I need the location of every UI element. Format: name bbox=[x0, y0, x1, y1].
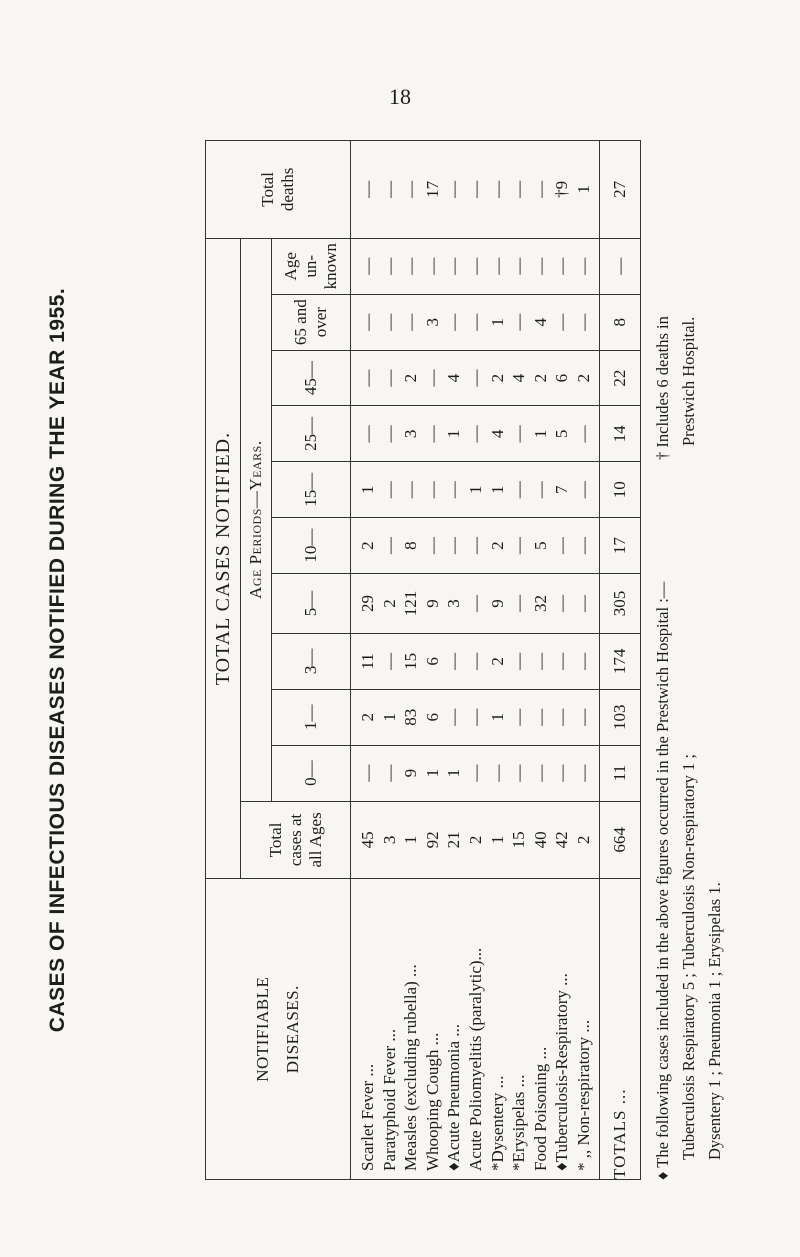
table-cell: 1 bbox=[487, 485, 507, 495]
footnotes bbox=[650, 140, 728, 1180]
table-cell: 2 bbox=[465, 835, 485, 845]
table-cell: 6 bbox=[422, 657, 442, 666]
header-age-10: 10— bbox=[272, 518, 351, 574]
table-cell: — bbox=[465, 257, 485, 275]
table-cell: — bbox=[509, 595, 529, 612]
table-cell: — bbox=[401, 180, 421, 198]
table-cell: 17 bbox=[422, 180, 442, 198]
table-cell: — bbox=[509, 257, 529, 275]
table-cell: — bbox=[552, 537, 572, 555]
age-1-values bbox=[351, 690, 599, 745]
table-cell: 15 bbox=[509, 831, 529, 849]
table-cell: — bbox=[465, 652, 485, 670]
footnote-deaths bbox=[650, 140, 702, 460]
table-cell: — bbox=[509, 764, 529, 782]
header-age-45: 45— bbox=[272, 350, 351, 406]
table-cell: — bbox=[573, 313, 593, 331]
table-cell: 121 bbox=[401, 590, 421, 617]
table-body-row bbox=[351, 141, 600, 1180]
table-cell: — bbox=[573, 708, 593, 726]
table-cell: — bbox=[487, 257, 507, 275]
table-cell: Scarlet Fever ... bbox=[358, 1063, 377, 1171]
totals-age-65: 8 bbox=[599, 294, 640, 350]
table-cell: — bbox=[509, 652, 529, 670]
table-cell: 1 bbox=[358, 485, 377, 495]
age-25-column bbox=[351, 406, 600, 462]
table-cell: — bbox=[573, 652, 593, 670]
table-cell: — bbox=[530, 257, 550, 275]
age-0-values bbox=[351, 746, 599, 801]
table-cell: 1 bbox=[401, 835, 421, 845]
table-cell: — bbox=[379, 537, 399, 555]
header-age-25: 25— bbox=[272, 406, 351, 462]
table-cell: — bbox=[573, 764, 593, 782]
age-3-values bbox=[351, 634, 599, 689]
table-cell: 3 bbox=[379, 835, 399, 845]
table-cell: — bbox=[358, 313, 377, 331]
table-cell: 40 bbox=[530, 831, 550, 849]
header-notifiable-diseases bbox=[206, 879, 351, 1180]
table-cell: — bbox=[552, 313, 572, 331]
table-cell: — bbox=[509, 425, 529, 443]
footnote-deaths-line1: † Includes 6 deaths in bbox=[653, 316, 672, 460]
table-cell: — bbox=[444, 481, 464, 499]
table-cell: 2 bbox=[573, 835, 593, 845]
age-unknown-column bbox=[351, 238, 600, 294]
table-cell: 4 bbox=[444, 373, 464, 383]
table-cell: — bbox=[552, 595, 572, 612]
table-cell: — bbox=[465, 313, 485, 331]
table-cell: — bbox=[530, 708, 550, 726]
table-cell: 83 bbox=[401, 708, 421, 726]
table-cell: — bbox=[444, 257, 464, 275]
table-cell: — bbox=[379, 180, 399, 198]
table-cell: 5 bbox=[530, 541, 550, 550]
table-cell: 1 bbox=[444, 429, 464, 439]
header-total-cases-all-ages bbox=[241, 801, 351, 879]
table-cell: — bbox=[509, 708, 529, 726]
disease-list bbox=[351, 879, 599, 1179]
table-cell: 2 bbox=[358, 541, 377, 550]
table-cell: — bbox=[465, 180, 485, 198]
header-notifiable-line2: DISEASES. bbox=[283, 985, 302, 1074]
table-cell: 2 bbox=[487, 541, 507, 550]
age-1-column bbox=[351, 689, 600, 745]
totals-age-15: 10 bbox=[599, 462, 640, 518]
table-cell: 6 bbox=[422, 712, 442, 722]
totals-age-0: 11 bbox=[599, 745, 640, 801]
table-cell: 21 bbox=[444, 831, 464, 849]
age-45-column bbox=[351, 350, 600, 406]
table-cell: 29 bbox=[358, 595, 377, 612]
table-cell: — bbox=[379, 652, 399, 670]
table-cell: 3 bbox=[444, 599, 464, 608]
table-cell: — bbox=[573, 537, 593, 555]
table-cell: 7 bbox=[552, 485, 572, 495]
rotated-table-sheet bbox=[40, 140, 730, 1180]
table-cell: — bbox=[509, 313, 529, 331]
table-cell: 1 bbox=[379, 712, 399, 722]
table-cell: 3 bbox=[422, 317, 442, 327]
table-cell: 2 bbox=[487, 657, 507, 666]
table-cell: 2 bbox=[530, 373, 550, 383]
table-cell: — bbox=[530, 180, 550, 198]
table-cell: 2 bbox=[358, 712, 377, 722]
table-cell: 1 bbox=[444, 768, 464, 778]
table-cell: — bbox=[358, 425, 377, 443]
table-cell: — bbox=[552, 708, 572, 726]
header-total-cases-notified: TOTAL CASES NOTIFIED. bbox=[206, 238, 241, 879]
table-cell: — bbox=[444, 537, 464, 555]
table-cell: Measles (excluding rubella) ... bbox=[401, 964, 421, 1171]
age-45-values bbox=[351, 351, 599, 406]
table-cell: 2 bbox=[573, 373, 593, 383]
disease-names-cell bbox=[351, 879, 600, 1180]
table-cell: 32 bbox=[530, 595, 550, 612]
table-cell: — bbox=[444, 652, 464, 670]
table-cell: 1 bbox=[487, 712, 507, 722]
table-cell: — bbox=[444, 180, 464, 198]
age-25-values bbox=[351, 406, 599, 461]
table-cell: — bbox=[444, 313, 464, 331]
age-65-column bbox=[351, 294, 600, 350]
table-cell: — bbox=[552, 652, 572, 670]
header-age-1: 1— bbox=[272, 689, 351, 745]
table-cell: 9 bbox=[422, 599, 442, 608]
table-cell: — bbox=[552, 257, 572, 275]
table-cell: — bbox=[379, 257, 399, 275]
table-cell: 1 bbox=[487, 317, 507, 327]
table-cell: 2 bbox=[401, 373, 421, 383]
table-cell: — bbox=[358, 257, 377, 275]
header-age-15: 15— bbox=[272, 462, 351, 518]
table-title: CASES OF INFECTIOUS DISEASES NOTIFIED DURING THE YEAR 1955. bbox=[46, 287, 69, 1033]
totals-age-45: 22 bbox=[599, 350, 640, 406]
age-0-column bbox=[351, 745, 600, 801]
totals-age-25: 14 bbox=[599, 406, 640, 462]
table-cell: 2 bbox=[487, 373, 507, 383]
age-5-values bbox=[351, 574, 599, 633]
table-cell: 2 bbox=[379, 599, 399, 608]
totals-age-1: 103 bbox=[599, 689, 640, 745]
table-cell: — bbox=[573, 481, 593, 499]
page-number: 18 bbox=[389, 84, 411, 109]
total-cases-column bbox=[351, 801, 600, 879]
table-cell: — bbox=[379, 313, 399, 331]
table-cell: — bbox=[401, 257, 421, 275]
header-total-cases-line2: cases at bbox=[285, 813, 305, 867]
age-5-column bbox=[351, 574, 600, 634]
table-cell: — bbox=[422, 481, 442, 499]
table-cell: Food Poisoning ... bbox=[530, 1046, 550, 1171]
totals-row bbox=[599, 141, 640, 1180]
total-cases-values bbox=[351, 802, 599, 879]
table-cell: — bbox=[465, 764, 485, 782]
age-15-column bbox=[351, 462, 600, 518]
table-cell: — bbox=[573, 595, 593, 612]
table-cell: — bbox=[530, 481, 550, 499]
table-cell: — bbox=[465, 595, 485, 612]
table-cell: — bbox=[552, 764, 572, 782]
table-cell: ♦Acute Pneumonia ... bbox=[444, 1023, 464, 1171]
age-3-column bbox=[351, 633, 600, 689]
table-cell: — bbox=[379, 369, 399, 387]
table-cell: — bbox=[465, 708, 485, 726]
table-cell: — bbox=[530, 652, 550, 670]
header-age-unknown: Age un-known bbox=[272, 238, 351, 294]
header-age-65-and-over: 65 and over bbox=[272, 294, 351, 350]
table-cell: 92 bbox=[422, 831, 442, 849]
totals-label: TOTALS ... bbox=[599, 879, 640, 1180]
totals-age-3: 174 bbox=[599, 633, 640, 689]
age-unknown-values bbox=[351, 239, 599, 294]
table-cell: — bbox=[358, 369, 377, 387]
table-cell: — bbox=[465, 425, 485, 443]
table-cell: — bbox=[379, 481, 399, 499]
table-cell: 5 bbox=[552, 429, 572, 439]
totals-total-cases: 664 bbox=[599, 801, 640, 879]
table-cell: 45 bbox=[358, 831, 377, 849]
table-cell: — bbox=[509, 537, 529, 555]
table-cell: — bbox=[530, 764, 550, 782]
table-cell: 1 bbox=[422, 768, 442, 778]
table-cell: Acute Poliomyelitis (paralytic)... bbox=[465, 947, 485, 1171]
table-cell: — bbox=[401, 313, 421, 331]
table-cell: Paratyphoid Fever ... bbox=[379, 1028, 399, 1171]
footnote-deaths-line2: Prestwich Hospital. bbox=[679, 316, 698, 446]
table-cell: 11 bbox=[358, 653, 377, 670]
table-cell: 1 bbox=[487, 835, 507, 845]
table-cell: — bbox=[422, 425, 442, 443]
header-age-5: 5— bbox=[272, 574, 351, 634]
table-cell: 3 bbox=[401, 429, 421, 439]
header-total-deaths-line2: deaths bbox=[278, 167, 297, 212]
header-total-cases-line3: all Ages bbox=[305, 812, 325, 868]
table-cell: 1 bbox=[465, 485, 485, 495]
table-cell: 8 bbox=[401, 541, 421, 550]
table-cell: — bbox=[465, 369, 485, 387]
age-15-values bbox=[351, 462, 599, 517]
header-age-periods: Age Periods—Years. bbox=[241, 238, 272, 801]
table-cell: 15 bbox=[401, 652, 421, 670]
table-cell: 1 bbox=[530, 429, 550, 439]
table-cell: *Erysipelas ... bbox=[509, 1074, 529, 1171]
table-cell: †9 bbox=[552, 180, 572, 198]
table-cell: — bbox=[422, 369, 442, 387]
footnote-hospital-line1: ♦ The following cases included in the above figures occurred in the Prestwich Hospital :— bbox=[653, 581, 672, 1180]
totals-age-unknown: — bbox=[599, 238, 640, 294]
table-cell: 1 bbox=[573, 185, 593, 194]
age-65-values bbox=[351, 295, 599, 350]
age-10-column bbox=[351, 518, 600, 574]
header-age-3: 3— bbox=[272, 633, 351, 689]
table-cell: — bbox=[509, 180, 529, 198]
header-total-cases-line1: Total bbox=[265, 822, 285, 858]
table-cell: — bbox=[509, 481, 529, 499]
table-cell: 9 bbox=[487, 599, 507, 608]
table-cell: — bbox=[573, 425, 593, 443]
age-10-values bbox=[351, 518, 599, 573]
totals-age-10: 17 bbox=[599, 518, 640, 574]
infectious-diseases-table bbox=[205, 140, 641, 1180]
table-cell: Whooping Cough ... bbox=[422, 1032, 442, 1171]
totals-total-deaths: 27 bbox=[599, 141, 640, 239]
header-total-deaths-line1: Total bbox=[258, 172, 277, 207]
table-cell: — bbox=[358, 764, 377, 782]
header-notifiable-line1: NOTIFIABLE bbox=[253, 976, 272, 1082]
table-cell: — bbox=[358, 180, 377, 198]
table-cell: — bbox=[465, 537, 485, 555]
footnote-hospital-line3: Dysentery 1 ; Pneumonia 1 ; Erysipelas 1. bbox=[705, 882, 724, 1160]
table-cell: — bbox=[401, 481, 421, 499]
footnote-hospital-line2: Tuberculosis Respiratory 5 ; Tuberculosis Non-respiratory 1 ; bbox=[679, 754, 698, 1160]
table-cell: 9 bbox=[401, 768, 421, 778]
total-deaths-column bbox=[351, 141, 600, 239]
table-cell: *Dysentery ... bbox=[487, 1075, 507, 1171]
table-cell: — bbox=[422, 537, 442, 555]
table-cell: — bbox=[573, 257, 593, 275]
table-cell: * ,, Non-respiratory ... bbox=[573, 1019, 593, 1171]
table-cell: — bbox=[422, 257, 442, 275]
table-cell: 42 bbox=[552, 831, 572, 849]
table-cell: 4 bbox=[487, 429, 507, 439]
table-cell: — bbox=[487, 764, 507, 782]
table-cell: — bbox=[487, 180, 507, 198]
table-cell: — bbox=[379, 425, 399, 443]
table-cell: 6 bbox=[552, 373, 572, 383]
total-deaths-values bbox=[351, 141, 599, 238]
totals-age-5: 305 bbox=[599, 574, 640, 634]
table-cell: — bbox=[379, 764, 399, 782]
table-cell: 4 bbox=[509, 373, 529, 383]
header-age-0: 0— bbox=[272, 745, 351, 801]
table-cell: — bbox=[444, 708, 464, 726]
table-cell: 4 bbox=[530, 317, 550, 327]
header-total-deaths bbox=[206, 141, 351, 239]
table-cell: ♦Tuberculosis-Respiratory ... bbox=[552, 973, 572, 1171]
